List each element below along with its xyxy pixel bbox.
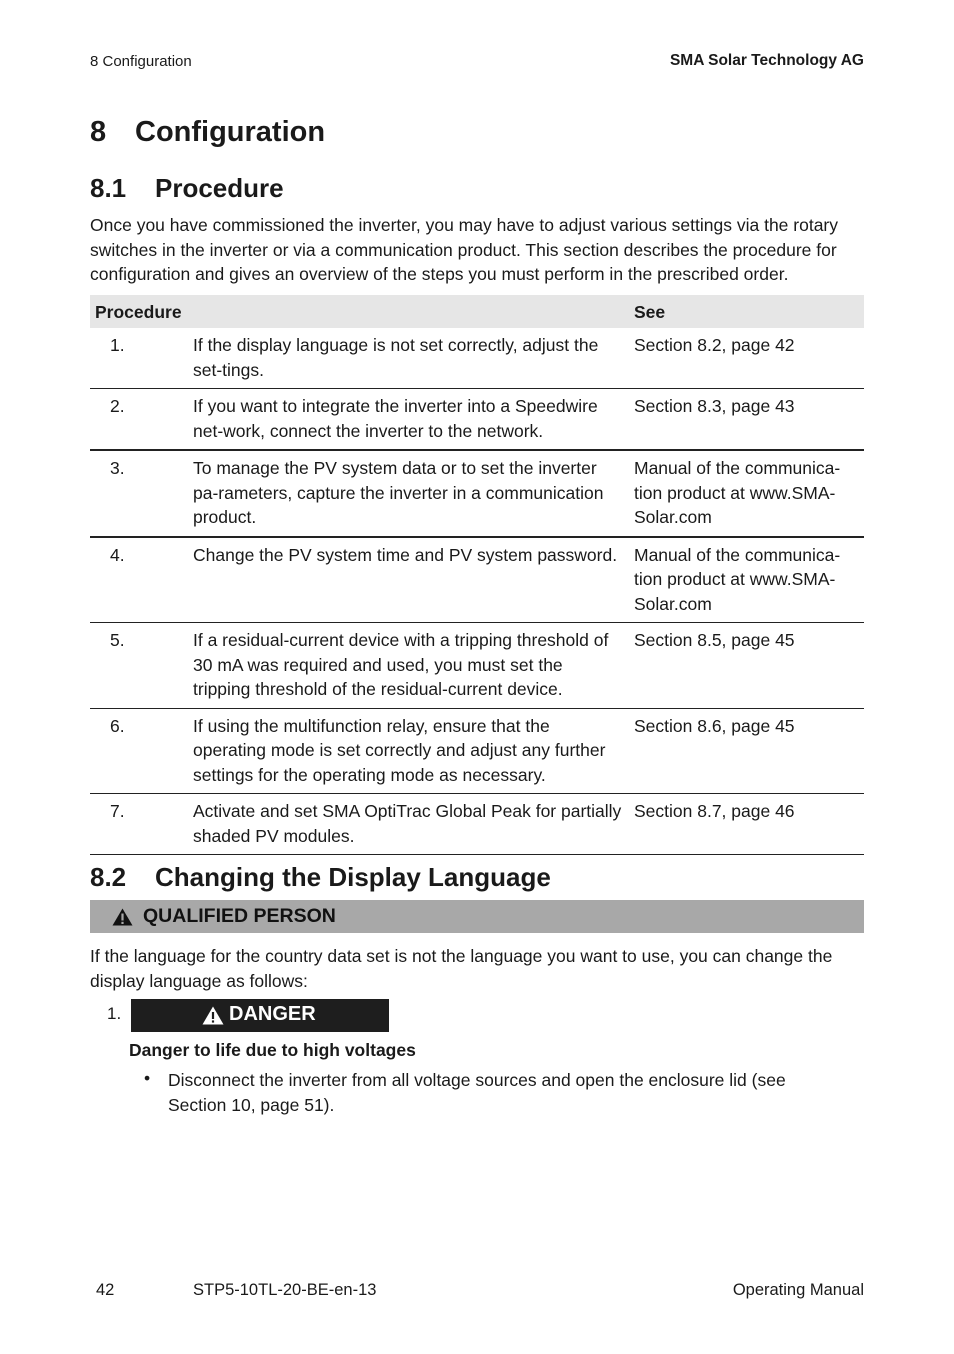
- table-row: [90, 708, 864, 794]
- bullet-text: Disconnect the inverter from all voltage sources and open the enclosure lid (see Section 10, page 51).: [168, 1070, 786, 1115]
- chapter-number: 8: [90, 116, 107, 148]
- step-procedure: Activate and set SMA OptiTrac Global Peak for partially shaded PV modules.: [188, 794, 629, 855]
- step-number: 4.: [90, 537, 188, 623]
- danger-banner: [131, 999, 389, 1032]
- table-row: [90, 450, 864, 537]
- step-procedure: To manage the PV system data or to set the inverter pa-rameters, capture the inverter in a communication product.: [188, 450, 629, 537]
- step-reference: Section 8.5, page 45: [629, 623, 864, 709]
- table-row: [90, 328, 864, 389]
- step-procedure: Change the PV system time and PV system password.: [188, 537, 629, 623]
- table-row: [90, 389, 864, 451]
- step-reference: Manual of the communica-tion product at www.SMA-Solar.com: [629, 450, 864, 537]
- step-procedure: If the display language is not set correctly, adjust the set-tings.: [188, 328, 629, 389]
- chapter-heading: [90, 116, 325, 149]
- section-number: 8.1: [90, 173, 127, 203]
- qualified-person-label: QUALIFIED PERSON: [143, 905, 336, 927]
- warning-triangle-icon: [202, 1006, 224, 1025]
- table-row: [90, 623, 864, 709]
- step-number: 2.: [90, 389, 188, 451]
- column-header-see: See: [629, 295, 864, 328]
- chapter-title: Configuration: [135, 116, 326, 148]
- table-row: [90, 794, 864, 855]
- section-intro: Once you have commissioned the inverter, you may have to adjust various settings via the rotary switches in the inverter or via a communication product. This section describes the procedure for configuration and gives an overview of the steps you must perform in the prescribed order.: [90, 215, 839, 284]
- qualified-person-banner: [90, 900, 864, 933]
- danger-title: Danger to life due to high voltages: [129, 1040, 416, 1060]
- step-number: 1.: [90, 328, 188, 389]
- column-header-procedure: Procedure: [90, 295, 629, 328]
- step-reference: Section 8.7, page 46: [629, 794, 864, 855]
- section-heading: [90, 862, 551, 893]
- section-title: Changing the Display Language: [155, 862, 551, 892]
- header-company: SMA Solar Technology AG: [669, 52, 864, 69]
- section-title: Procedure: [155, 173, 284, 203]
- footer-doc-id: STP5-10TL-20-BE-en-13: [193, 1281, 377, 1299]
- table-row: [90, 537, 864, 623]
- danger-label: DANGER: [229, 1003, 316, 1025]
- section-number: 8.2: [90, 862, 127, 892]
- step-number: 1.: [107, 1004, 122, 1023]
- table-header-row: [90, 295, 864, 328]
- bullet-icon: •: [144, 1068, 151, 1088]
- footer-doc-type: Operating Manual: [732, 1281, 864, 1299]
- step-number: 3.: [90, 450, 188, 537]
- step-number: 5.: [90, 623, 188, 709]
- step-reference: Section 8.3, page 43: [629, 389, 864, 451]
- step-reference: Manual of the communica-tion product at www.SMA-Solar.com: [629, 537, 864, 623]
- step-procedure: If you want to integrate the inverter into a Speedwire net-work, connect the inverter to the network.: [188, 389, 629, 451]
- step-reference: Section 8.6, page 45: [629, 708, 864, 794]
- section-heading: [90, 173, 284, 204]
- header-section: 8 Configuration: [90, 53, 192, 70]
- step-procedure: If a residual-current device with a tripping threshold of 30 mA was required and used, you must set the tripping threshold of the residual-current device.: [188, 623, 629, 709]
- step-number: 7.: [90, 794, 188, 855]
- language-intro: If the language for the country data set is not the language you want to use, you can change the display language as follows:: [90, 946, 833, 991]
- step-number: 6.: [90, 708, 188, 794]
- step-reference: Section 8.2, page 42: [629, 328, 864, 389]
- footer-page-number: 42: [96, 1281, 115, 1299]
- warning-triangle-icon: [112, 908, 133, 926]
- procedure-table: [90, 295, 864, 855]
- step-procedure: If using the multifunction relay, ensure that the operating mode is set correctly and adjust any further settings for the operating mode as necessary.: [188, 708, 629, 794]
